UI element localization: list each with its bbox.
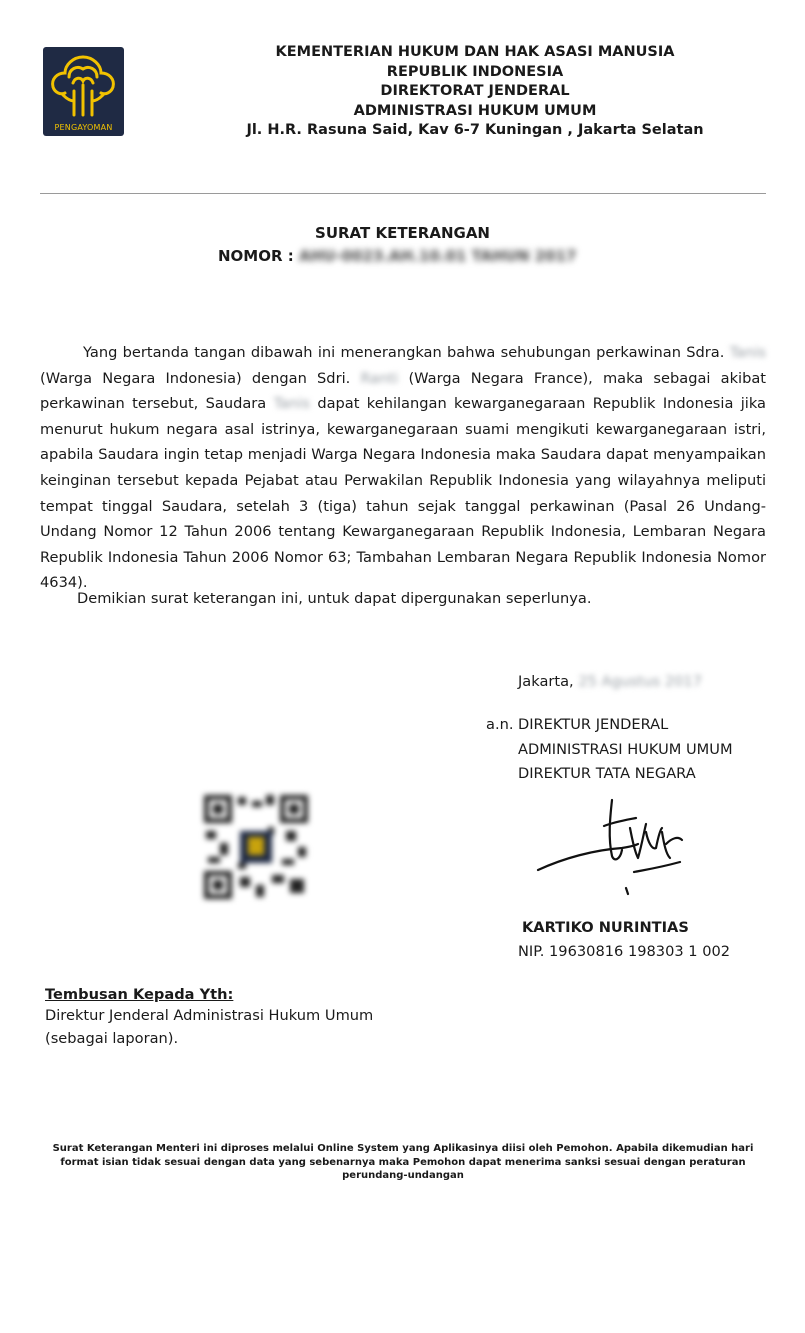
redacted-name-1: Tanis bbox=[729, 344, 766, 361]
signer-name: KARTIKO NURINTIAS bbox=[522, 919, 689, 936]
legal-footnote: Surat Keterangan Menteri ini diproses melalui Online System yang Aplikasinya diisi oleh Pemohon. Apabila dikemudian hari format isian tidak sesuai dengan data yang sebenarnya maka Pemohon dapat menerima sanksi sesuai dengan peraturan perundang-undangan bbox=[52, 1143, 754, 1181]
directorate-name: DIREKTORAT JENDERAL bbox=[380, 83, 570, 99]
handwritten-signature bbox=[534, 788, 694, 903]
body-text-part-1: Yang bertanda tangan dibawah ini menerangkan bahwa sehubungan perkawinan Sdra. bbox=[83, 344, 725, 361]
cc-recipients bbox=[45, 1004, 373, 1050]
document-number-value: AHU-0023.AH.10.01 TAHUN 2017 bbox=[299, 247, 577, 265]
cc-recipient-line-2: (sebagai laporan). bbox=[45, 1030, 179, 1047]
document-number bbox=[218, 245, 576, 267]
cc-title: Tembusan Kepada Yth: bbox=[45, 986, 234, 1003]
sign-place: Jakarta, bbox=[518, 673, 574, 690]
logo-caption: PENGAYOMAN bbox=[54, 123, 113, 132]
body-text-part-4: dapat kehilangan kewarganegaraan Republik Indonesia jika menurut hukum negara asal istrinya, kewarganegaraan suami mengikuti kewarganegaraan istri, apabila Saudara ingin tetap menjadi Warga Negara Indonesia maka Saudara dapat menyampaikan keinginan tersebut kepada Pejabat atau Perwakilan Republik Indonesia yang wilayahnya meliputi tempat tinggal Saudara, setelah 3 (tiga) tahun sejak tanggal perkawinan (Pasal 26 Undang-Undang Nomor 12 Tahun 2006 tentang Kewarganegaraan Republik Indonesia, Lembaran Negara Republik Indonesia Tahun 2006 Nomor 63; Tambahan Lembaran Negara Republik Indonesia Nomor 4634). bbox=[40, 395, 766, 592]
document-number-label: NOMOR : bbox=[218, 247, 294, 265]
letterhead bbox=[150, 43, 800, 141]
on-behalf-of-prefix: a.n. bbox=[486, 716, 514, 733]
redacted-name-3: Tanis bbox=[273, 395, 310, 413]
signer-title-line-1: DIREKTUR JENDERAL bbox=[518, 716, 669, 733]
office-address: Jl. H.R. Rasuna Said, Kav 6-7 Kuningan , Jakarta Selatan bbox=[246, 122, 704, 138]
redacted-name-2: Ranti bbox=[360, 369, 399, 387]
body-text-part-3: (Warga Negara France), maka sebagai akibat perkawinan tersebut, Saudara bbox=[40, 369, 767, 413]
place-date bbox=[518, 670, 702, 694]
signer-title bbox=[518, 713, 733, 787]
closing-sentence: Demikian surat keterangan ini, untuk dapat dipergunakan seperlunya. bbox=[77, 590, 592, 607]
cc-recipient-line-1: Direktur Jenderal Administrasi Hukum Umum bbox=[45, 1007, 374, 1024]
sign-date: 25 Agustus 2017 bbox=[578, 673, 703, 690]
directorate-division: ADMINISTRASI HUKUM UMUM bbox=[353, 102, 597, 119]
signer-title-line-3: DIREKTUR TATA NEGARA bbox=[518, 765, 696, 782]
qr-code bbox=[202, 793, 310, 901]
signer-title-line-2: ADMINISTRASI HUKUM UMUM bbox=[518, 740, 733, 758]
body-text-part-2: (Warga Negara Indonesia) dengan Sdri. bbox=[40, 369, 351, 387]
signer-nip: NIP. 19630816 198303 1 002 bbox=[518, 943, 731, 960]
ministry-name: KEMENTERIAN HUKUM DAN HAK ASASI MANUSIA bbox=[275, 44, 675, 60]
letter-body bbox=[40, 340, 766, 596]
country-name: REPUBLIK INDONESIA bbox=[386, 63, 564, 80]
document-title: SURAT KETERANGAN bbox=[315, 224, 490, 242]
header-divider bbox=[40, 193, 766, 194]
ministry-logo bbox=[43, 47, 124, 136]
